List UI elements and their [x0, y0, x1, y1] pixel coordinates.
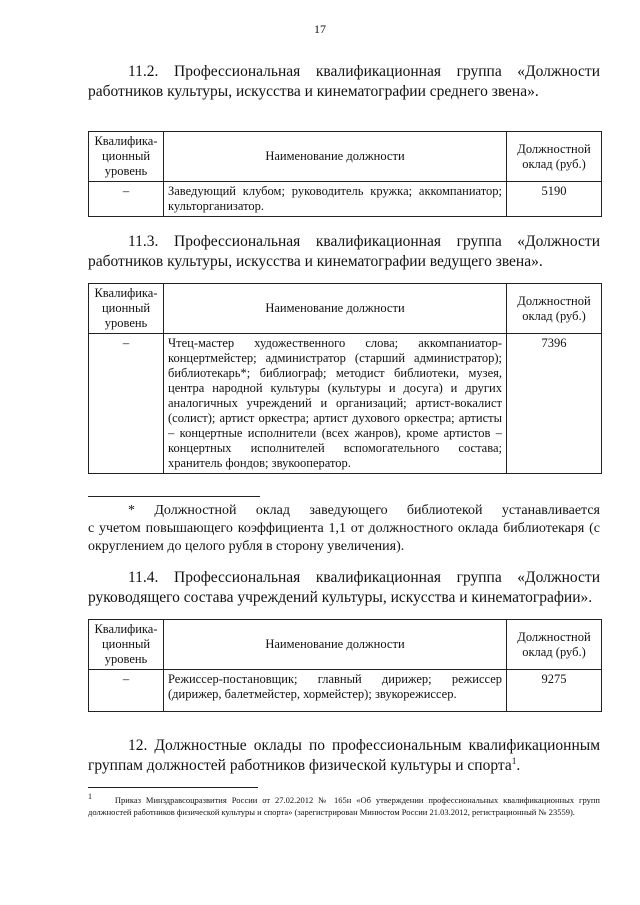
salary-cell: 7396 [507, 334, 602, 474]
position-title-cell: Режиссер-постановщик; главный дирижер; режиссер (дирижер, балетмейстер, хормейстер); звукорежиссер. [164, 670, 507, 712]
position-title-cell: Заведующий клубом; руководитель кружка; аккомпаниатор; культорганизатор. [164, 182, 507, 217]
column-header-salary: Должностной оклад (руб.) [507, 132, 602, 182]
footnote [88, 791, 600, 818]
column-header-level: Квалифика-ционный уровень [89, 620, 164, 670]
section-11-4-heading: 11.4. Профессиональная квалификационная группа «Должности руководящего состава учреждений культуры, искусства и кинематографии». [88, 569, 600, 606]
position-title-cell: Чтец-мастер художественного слова; аккомпаниатор-концертмейстер; администратор (старший администратор); библиотекарь*; библиограф; методист библиотеки, музея, центра народной культуры (культуры и досуга) и других аналогичных учреждений и организаций; артист-вокалист (солист); артист оркестра; артист духового оркестра; артисты – концертные исполнители (всех жанров), кроме артистов – концертных исполнителей вспомогательного состава; хранитель фондов; звукооператор. [164, 334, 507, 474]
column-header-level: Квалифика-ционный уровень [89, 284, 164, 334]
section-12-paragraph: 12. Должностные оклады по профессиональным квалификационным группам должностей работников физической культуры и спорта$^1$. [88, 737, 600, 774]
footnote-mark: 1 [88, 792, 92, 801]
note-divider [88, 496, 260, 497]
salary-cell: 5190 [507, 182, 602, 217]
footnote-text: Приказ Минздравсоцразвития России от 27.02.2012 № 165н «Об утверждении профессиональных квалификационных групп должностей работников физической культуры и спорта» (зарегистрирован Минюстом России 21.03.2012, регистрационный № 23559). [88, 794, 600, 817]
level-cell: – [89, 670, 164, 712]
table-11-3 [88, 283, 602, 474]
table-row [89, 182, 602, 217]
level-cell: – [89, 334, 164, 474]
column-header-level: Квалифика-ционный уровень [89, 132, 164, 182]
section-11-2-heading: 11.2. Профессиональная квалификационная группа «Должности работников культуры, искусства и кинематографии среднего звена». [88, 63, 600, 100]
level-cell: – [89, 182, 164, 217]
footnote-divider [88, 787, 258, 788]
table-11-2 [88, 131, 602, 217]
page-number: 17 [314, 22, 326, 36]
table-11-4 [88, 619, 602, 712]
column-header-salary: Должностной оклад (руб.) [507, 620, 602, 670]
footnote-reference: 1 [511, 756, 517, 767]
table-row [89, 334, 602, 474]
column-header-salary: Должностной оклад (руб.) [507, 284, 602, 334]
column-header-title: Наименование должности [164, 620, 507, 670]
table-row [89, 670, 602, 712]
column-header-title: Наименование должности [164, 132, 507, 182]
asterisk-note: * Должностной оклад заведующего библиотекой устанавливается с учетом повышающего коэффициента 1,1 от должностного оклада библиотекаря (с округлением до целого рубля в сторону увеличения). [88, 503, 600, 554]
salary-cell: 9275 [507, 670, 602, 712]
section-11-3-heading: 11.3. Профессиональная квалификационная группа «Должности работников культуры, искусства и кинематографии ведущего звена». [88, 233, 600, 270]
column-header-title: Наименование должности [164, 284, 507, 334]
